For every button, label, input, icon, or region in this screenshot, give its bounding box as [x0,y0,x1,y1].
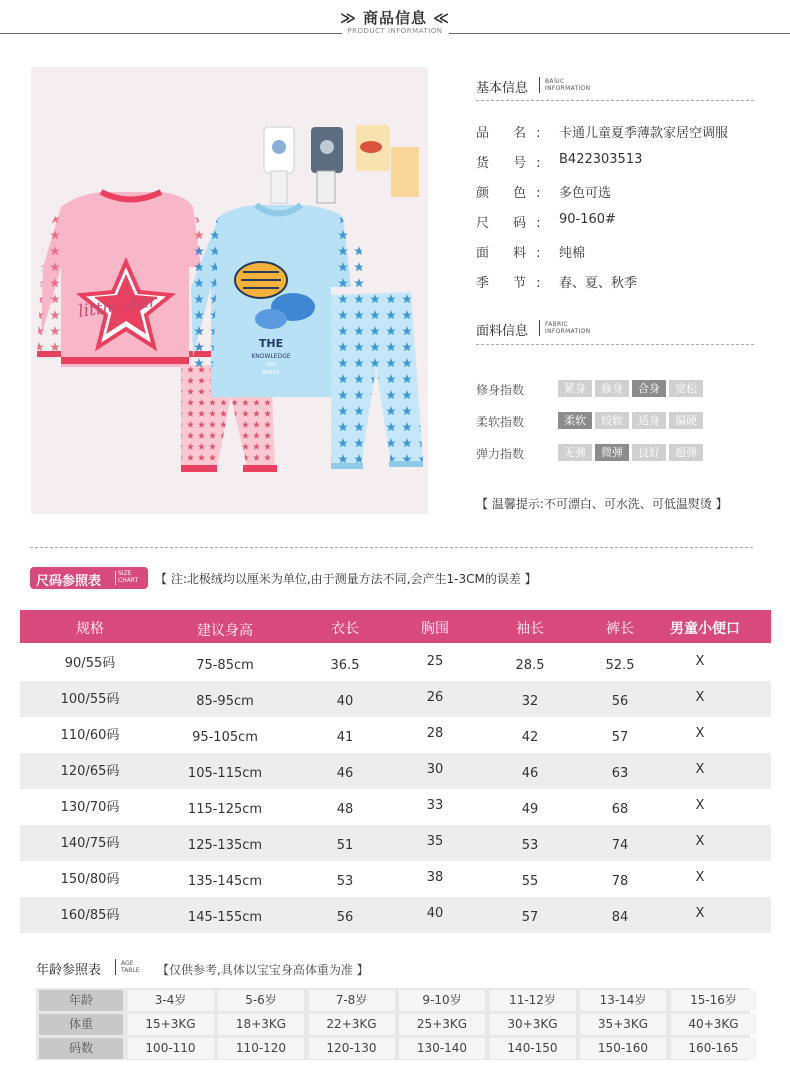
table-cell: 140/75码 [60,836,120,851]
fabric-info-rule [476,344,754,345]
table-cell: 28 [426,726,444,741]
age-chart-en-2: TABLE [121,967,140,974]
table-cell: 30 [426,762,444,777]
basic-info-rule [476,100,754,101]
col-header-height: 建议身高 [197,623,253,639]
stretch-option-super: 超弹 [669,444,703,461]
table-cell: 150/80码 [60,872,120,887]
table-cell: 145-155cm [187,910,263,925]
info-value: 纯棉 [559,246,586,261]
table-cell: 160/85码 [60,908,120,923]
table-cell: 130/70码 [60,800,120,815]
age-cell: 110-120 [218,1038,304,1059]
age-chart-note: 【仅供参考,具体以宝宝身高体重为准 】 [157,963,369,977]
age-cell: 160-165 [671,1038,757,1059]
table-row [20,861,771,897]
table-cell: 125-135cm [187,838,263,853]
table-cell: 46 [336,766,354,781]
softness-option-softer: 较软 [595,412,629,429]
table-cell: 105-115cm [187,766,263,781]
table-cell: 26 [426,690,444,705]
age-cell: 35+3KG [580,1014,666,1035]
col-header-pants: 裤长 [606,621,634,637]
fabric-info-en [545,321,590,335]
stretch-option-good: 良好 [632,444,666,461]
age-cell: 22+3KG [309,1014,395,1035]
age-cell: 5-6岁 [218,990,304,1011]
table-row [20,681,771,717]
info-label: 面 料: [476,246,551,261]
table-cell: 55 [521,874,539,889]
fabric-info-en-1: FABRIC [545,321,569,328]
table-cell: 42 [521,730,539,745]
fit-option-regular: 合身 [632,380,666,397]
table-cell: 63 [611,766,629,781]
age-cell: 18+3KG [218,1014,304,1035]
table-cell: 53 [521,838,539,853]
table-cell: 38 [426,870,444,885]
age-chart-divider [115,959,116,975]
table-cell: 41 [336,730,354,745]
age-cell: 9-10岁 [399,990,485,1011]
basic-info-en-1: BASIC [545,78,565,85]
softness-index-label: 柔软指数 [476,415,525,429]
table-cell: 100/55码 [60,692,120,707]
col-header-length: 衣长 [331,621,359,637]
table-cell: 84 [611,910,629,925]
fabric-info-title: 面料信息 [476,324,529,339]
page-title: ≫ 商品信息 ≪ [340,9,450,27]
age-cell: 15-16岁 [671,990,757,1011]
table-cell: X [695,654,705,669]
age-cell: 7-8岁 [309,990,395,1011]
table-cell: X [695,906,705,921]
table-cell: 135-145cm [187,874,263,889]
info-label: 颜 色: [476,186,551,201]
info-label: 品 名: [476,126,551,141]
age-cell: 100-110 [128,1038,214,1059]
table-cell: 33 [426,798,444,813]
size-chart-en [118,570,138,584]
age-cell: 25+3KG [399,1014,485,1035]
fabric-info-en-2: INFORMATION [545,328,591,335]
table-cell: 40 [426,906,444,921]
size-chart-note: 【 注:北极绒均以厘米为单位,由于测量方法不同,会产生1-3CM的误差 】 [155,572,537,586]
table-cell: 51 [336,838,354,853]
age-cell: 150-160 [580,1038,666,1059]
table-cell: 56 [336,910,354,925]
table-cell: 48 [336,802,354,817]
age-cell: 130-140 [399,1038,485,1059]
table-cell: 35 [426,834,444,849]
table-cell: 110/60码 [60,728,120,743]
page-subtitle: PRODUCT INFORMATION [347,27,443,35]
age-cell: 15+3KG [128,1014,214,1035]
table-cell: 115-125cm [187,802,263,817]
col-header-sleeve: 袖长 [516,621,544,637]
age-cell: 11-12岁 [490,990,576,1011]
age-row-header: 码数 [39,1038,123,1059]
table-cell: 53 [336,874,354,889]
basic-info-en [545,78,590,92]
table-row [20,753,771,789]
col-header-size: 规格 [76,621,104,637]
table-cell: 56 [611,694,629,709]
stretch-option-none: 无弹 [558,444,592,461]
table-cell: X [695,798,705,813]
age-cell: 40+3KG [671,1014,757,1035]
table-cell: 52.5 [605,658,635,673]
shirt-text-right-4: WINGS [262,370,280,376]
table-cell: 46 [521,766,539,781]
size-chart-title: 尺码参照表 [36,574,102,589]
table-cell: 95-105cm [192,730,258,745]
age-cell: 3-4岁 [128,990,214,1011]
softness-option-medium: 适身 [632,412,666,429]
color-options-thumbnail [264,125,419,203]
col-header-fly: 男童小便口 [670,621,740,637]
pajama-illustration [31,67,428,514]
table-cell: X [695,762,705,777]
table-cell: 120/65码 [60,764,120,779]
stretch-option-slight: 微弹 [595,444,629,461]
age-cell: 30+3KG [490,1014,576,1035]
table-cell: X [695,726,705,741]
age-row-header: 体重 [39,1014,123,1035]
table-cell: 25 [426,654,444,669]
table-row [20,789,771,825]
shirt-text-right-1: THE [258,337,284,350]
stretch-index-label: 弹力指数 [476,447,525,461]
basic-info-divider [539,77,540,93]
info-value: 卡通儿童夏季薄款家居空调服 [559,126,729,141]
fabric-info-divider [539,320,540,336]
info-label: 季 节: [476,276,551,291]
product-image [31,67,428,514]
table-cell: 74 [611,838,629,853]
age-chart-en [121,960,140,974]
fit-option-tight: 紧身 [558,380,592,397]
table-cell: 78 [611,874,629,889]
table-cell: 68 [611,802,629,817]
table-cell: 75-85cm [196,658,254,673]
section-divider [30,547,753,548]
table-row [20,717,771,753]
table-cell: X [695,870,705,885]
size-chart-en-2: CHART [118,577,139,584]
info-label: 尺 码: [476,216,551,231]
table-row [20,645,771,681]
table-cell: X [695,834,705,849]
care-tip: 【 温馨提示:不可漂白、可水洗、可低温熨烫 】 [476,497,728,511]
table-cell: 85-95cm [196,694,254,709]
fit-option-slim: 修身 [595,380,629,397]
age-chart-en-1: AGE [121,960,134,967]
basic-info-title: 基本信息 [476,81,529,96]
size-chart-badge [30,567,148,589]
age-row-header: 年龄 [39,990,123,1011]
fit-index-label: 修身指数 [476,383,525,397]
info-value: 多色可选 [559,186,612,201]
table-cell: 90/55码 [64,656,116,671]
table-row [20,897,771,933]
age-cell: 13-14岁 [580,990,666,1011]
table-cell: 57 [611,730,629,745]
softness-option-soft: 柔软 [558,412,592,429]
age-cell: 140-150 [490,1038,576,1059]
size-chart-divider [115,571,116,585]
col-header-chest: 胸围 [421,621,449,637]
table-cell: 49 [521,802,539,817]
table-cell: X [695,690,705,705]
table-cell: 40 [336,694,354,709]
info-value: 春、夏、秋季 [559,276,638,291]
age-chart-title: 年龄参照表 [36,963,102,978]
table-cell: 28.5 [515,658,545,673]
table-cell: 57 [521,910,539,925]
table-cell: 36.5 [330,658,360,673]
age-table [36,988,750,1060]
info-value: B422303513 [559,152,643,167]
fit-option-loose: 宽松 [669,380,703,397]
table-row [20,825,771,861]
shirt-text-left: little star [76,291,159,322]
table-cell: 32 [521,694,539,709]
size-chart-en-1: SIZE [118,570,132,577]
softness-option-hard: 偏硬 [669,412,703,429]
shirt-text-right-2: KNOWLEDGE [251,353,291,360]
basic-info-en-2: INFORMATION [545,85,591,92]
age-cell: 120-130 [309,1038,395,1059]
info-value: 90-160# [559,212,616,227]
size-table-header [20,610,771,643]
info-label: 货 号: [476,156,551,171]
shirt-text-right-3: YOU [265,362,277,368]
